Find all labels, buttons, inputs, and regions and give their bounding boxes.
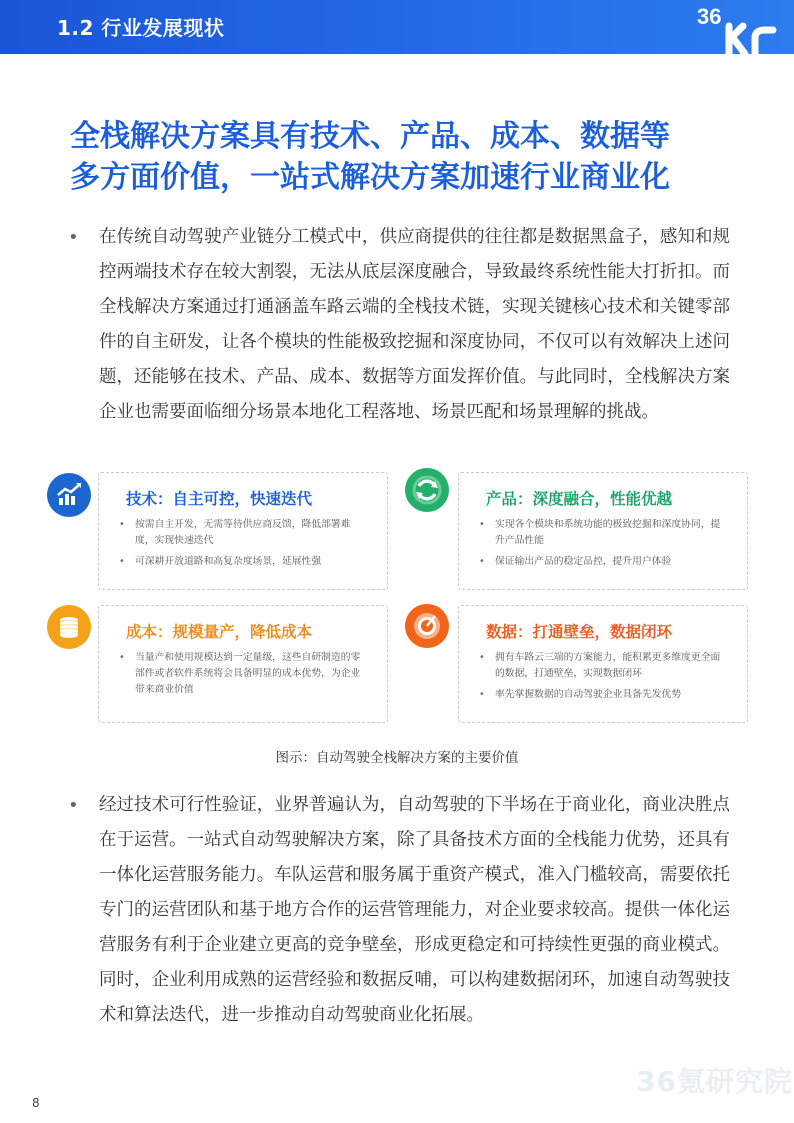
- value-card-cost: [98, 605, 388, 723]
- card-title: 产品：深度融合，性能优越: [486, 490, 673, 508]
- card-bullet: • 率先掌握数据的自动驾驶企业具备先发优势: [475, 687, 727, 703]
- card-bullet-list: [115, 517, 367, 575]
- body-paragraph-2: [68, 788, 730, 1033]
- card-bullet: • 保证输出产品的稳定品控，提升用户体验: [475, 554, 727, 570]
- brand-logo: [689, 0, 794, 54]
- bullet-marker: •: [68, 795, 79, 816]
- body-paragraph-1: [68, 220, 730, 430]
- value-card-tech: [98, 472, 388, 590]
- card-bullet: • 当量产和使用规模达到一定量级，这些自研制造的零部件或者软件系统将会具备明显的成本优势，为企业带来商业价值: [115, 650, 367, 698]
- page-headline: [70, 116, 750, 198]
- page-number: 8: [32, 1096, 40, 1110]
- card-bullet: • 可深耕开放道路和高复杂度场景，延展性强: [115, 554, 367, 570]
- card-bullet-list: [475, 517, 727, 575]
- card-bullet-list: [475, 650, 727, 708]
- data-target-icon: [405, 604, 449, 648]
- section-header-bar: [0, 0, 794, 54]
- value-card-data: [458, 605, 748, 723]
- svg-text:36: 36: [697, 4, 722, 29]
- coin-stack-icon: [47, 605, 91, 649]
- card-bullet-list: [115, 650, 367, 703]
- value-card-product: [458, 472, 748, 590]
- paragraph-text: 在传统自动驾驶产业链分工模式中，供应商提供的往往都是数据黑盒子，感知和规控两端技术存在较大割裂，无法从底层深度融合，导致最终系统性能大打折扣。而全栈解决方案通过打通涵盖车路云端的全栈技术链，实现关键核心技术和关键零部件的自主研发，让各个模块的性能极致挖掘和深度协同，不仅可以有效解决上述问题，还能够在技术、产品、成本、数据等方面发挥价值。与此同时，全栈解决方案企业也需要面临细分场景本地化工程落地、场景匹配和场景理解的挑战。: [99, 227, 730, 422]
- headline-line-1: 全栈解决方案具有技术、产品、成本、数据等: [70, 119, 670, 154]
- card-title: 技术：自主可控，快速迭代: [126, 490, 313, 508]
- card-title: 数据：打通壁垒，数据闭环: [486, 623, 673, 641]
- figure-caption: 图示：自动驾驶全栈解决方案的主要价值: [275, 750, 519, 766]
- card-bullet: • 按需自主开发，无需等待供应商反馈，降低部署难度，实现快速迭代: [115, 517, 367, 549]
- sync-cycle-icon: [405, 468, 449, 512]
- rising-chart-icon: [47, 473, 91, 517]
- card-bullet: • 拥有车路云三端的方案能力，能积累更多维度更全面的数据，打通壁垒，实现数据闭环: [475, 650, 727, 682]
- brand-watermark: 36氪研究院: [636, 1065, 793, 1098]
- headline-line-2: 多方面价值，一站式解决方案加速行业商业化: [70, 160, 670, 195]
- bullet-marker: •: [68, 227, 79, 248]
- section-title: 1.2 行业发展现状: [57, 16, 225, 40]
- paragraph-text: 经过技术可行性验证，业界普遍认为，自动驾驶的下半场在于商业化，商业决胜点在于运营。一站式自动驾驶解决方案，除了具备技术方面的全栈能力优势，还具有一体化运营服务能力。车队运营和服务属于重资产模式，准入门槛较高，需要依托专门的运营团队和基于地方合作的运营管理能力，对企业要求较高。提供一体化运营服务有利于企业建立更高的竞争壁垒，形成更稳定和可持续性更强的商业模式。同时，企业利用成熟的运营经验和数据反哺，可以构建数据闭环，加速自动驾驶技术和算法迭代，进一步推动自动驾驶商业化拓展。: [99, 795, 730, 1025]
- card-bullet: • 实现各个模块和系统功能的极致挖掘和深度协同，提升产品性能: [475, 517, 727, 549]
- card-title: 成本：规模量产，降低成本: [126, 623, 313, 641]
